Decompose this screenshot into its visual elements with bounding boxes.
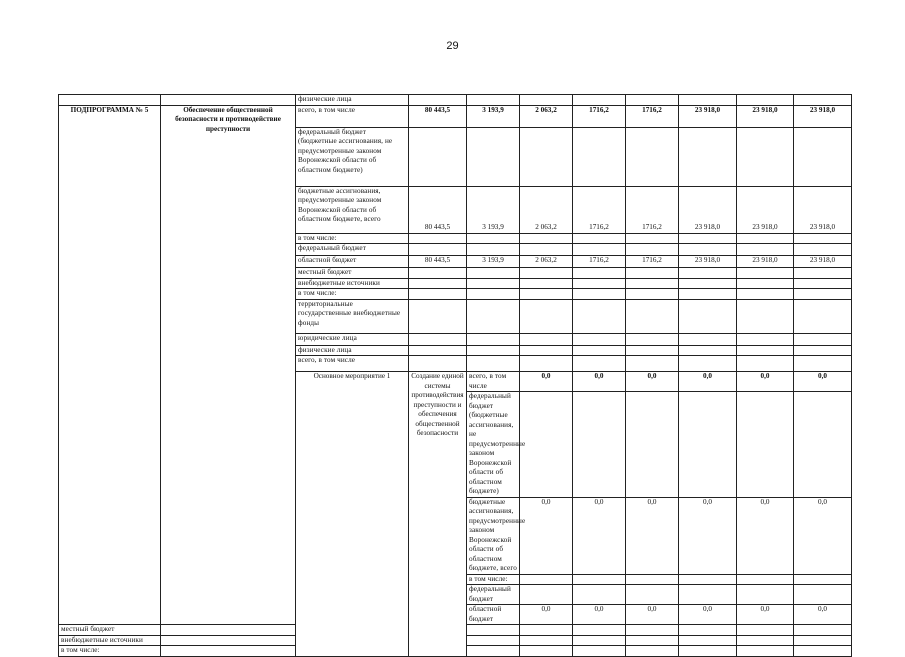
- funding-source-cell: территориальные государственные внебюджетные фонды: [296, 299, 409, 333]
- value-cell: [520, 392, 573, 498]
- value-cell: [794, 345, 852, 356]
- value-cell: [520, 635, 573, 646]
- value-cell: [467, 278, 520, 289]
- value-cell: [573, 268, 626, 279]
- value-cell: [679, 244, 737, 256]
- table-row: [59, 105, 852, 127]
- value-cell: 0,0: [626, 372, 679, 392]
- value-cell: [679, 268, 737, 279]
- funding-source-cell: в том числе:: [296, 233, 409, 244]
- value-cell: [520, 345, 573, 356]
- value-cell: [573, 356, 626, 372]
- value-cell: [679, 625, 737, 636]
- value-cell: [626, 625, 679, 636]
- value-cell: [794, 299, 852, 333]
- value-cell: [573, 278, 626, 289]
- value-cell: [626, 95, 679, 106]
- funding-source-cell: бюджетные ассигнования, предусмотренные законом Воронежской области об областном бюджете, всего: [467, 497, 520, 574]
- value-cell: [409, 127, 467, 186]
- status-cell: ПОДПРОГРАММА № 5: [59, 105, 161, 625]
- value-cell: [737, 392, 794, 498]
- value-cell: [467, 268, 520, 279]
- value-cell: [626, 289, 679, 300]
- funding-source-cell: федеральный бюджет: [296, 244, 409, 256]
- value-cell: [679, 333, 737, 345]
- value-cell: [626, 635, 679, 646]
- value-cell: [679, 646, 737, 657]
- value-cell: [737, 333, 794, 345]
- value-cell: [679, 392, 737, 498]
- value-cell: [679, 127, 737, 186]
- value-cell: [737, 268, 794, 279]
- value-cell: 23 918,0: [679, 256, 737, 268]
- value-cell: [467, 233, 520, 244]
- funding-source-cell: в том числе:: [467, 574, 520, 585]
- value-cell: [679, 635, 737, 646]
- value-cell: [409, 299, 467, 333]
- value-cell: [161, 625, 296, 636]
- value-cell: [467, 356, 520, 372]
- funding-source-cell: местный бюджет: [59, 625, 161, 636]
- value-cell: 23 918,0: [794, 256, 852, 268]
- title-cell: Создание единой системы противодействия преступности и обеспечения общественной безопасности: [409, 372, 467, 657]
- value-cell: [794, 244, 852, 256]
- value-cell: [626, 345, 679, 356]
- value-cell: 1716,2: [573, 186, 626, 233]
- value-cell: [679, 585, 737, 605]
- funding-source-cell: внебюджетные источники: [296, 278, 409, 289]
- value-cell: [794, 646, 852, 657]
- value-cell: [409, 268, 467, 279]
- value-cell: 0,0: [573, 497, 626, 574]
- value-cell: 1716,2: [573, 256, 626, 268]
- value-cell: [737, 574, 794, 585]
- value-cell: [737, 278, 794, 289]
- value-cell: 3 193,9: [467, 256, 520, 268]
- funding-source-cell: физические лица: [296, 345, 409, 356]
- value-cell: [573, 574, 626, 585]
- value-cell: 0,0: [794, 497, 852, 574]
- value-cell: [679, 356, 737, 372]
- value-cell: 3 193,9: [467, 186, 520, 233]
- value-cell: [737, 289, 794, 300]
- value-cell: [794, 585, 852, 605]
- value-cell: [626, 244, 679, 256]
- funding-source-cell: всего, в том числе: [467, 372, 520, 392]
- value-cell: [520, 333, 573, 345]
- value-cell: 1716,2: [626, 186, 679, 233]
- value-cell: [520, 299, 573, 333]
- funding-source-cell: федеральный бюджет (бюджетные ассигнования, не предусмотренные законом Воронежской области об областном бюджете): [296, 127, 409, 186]
- value-cell: 0,0: [679, 497, 737, 574]
- page-number: 29: [446, 40, 459, 52]
- value-cell: [737, 299, 794, 333]
- funding-source-cell: федеральный бюджет: [467, 585, 520, 605]
- budget-table: [58, 94, 852, 657]
- value-cell: 23 918,0: [794, 186, 852, 233]
- value-cell: [794, 278, 852, 289]
- funding-source-cell: областной бюджет: [467, 605, 520, 625]
- funding-source-cell: бюджетные ассигнования, предусмотренные законом Воронежской области об областном бюджете, всего: [296, 186, 409, 233]
- value-cell: [520, 268, 573, 279]
- value-cell: [467, 244, 520, 256]
- funding-source-cell: юридические лица: [296, 333, 409, 345]
- value-cell: 0,0: [794, 372, 852, 392]
- value-cell: 0,0: [520, 605, 573, 625]
- value-cell: [794, 356, 852, 372]
- value-cell: [794, 625, 852, 636]
- value-cell: [737, 356, 794, 372]
- funding-source-cell: областной бюджет: [296, 256, 409, 268]
- funding-source-cell: местный бюджет: [296, 268, 409, 279]
- value-cell: [573, 95, 626, 106]
- value-cell: 0,0: [626, 605, 679, 625]
- value-cell: 0,0: [737, 372, 794, 392]
- value-cell: [737, 585, 794, 605]
- value-cell: [467, 625, 520, 636]
- value-cell: [737, 635, 794, 646]
- value-cell: [573, 625, 626, 636]
- value-cell: [409, 345, 467, 356]
- value-cell: [520, 289, 573, 300]
- value-cell: [626, 268, 679, 279]
- value-cell: 23 918,0: [794, 105, 852, 127]
- funding-source-cell: всего, в том числе: [296, 356, 409, 372]
- value-cell: [573, 333, 626, 345]
- value-cell: [467, 635, 520, 646]
- value-cell: [626, 299, 679, 333]
- value-cell: 80 443,5: [409, 105, 467, 127]
- value-cell: [520, 356, 573, 372]
- value-cell: [520, 574, 573, 585]
- value-cell: [573, 392, 626, 498]
- value-cell: [626, 574, 679, 585]
- value-cell: [794, 268, 852, 279]
- value-cell: 0,0: [573, 372, 626, 392]
- value-cell: [467, 333, 520, 345]
- value-cell: [626, 646, 679, 657]
- value-cell: [737, 345, 794, 356]
- value-cell: [794, 392, 852, 498]
- value-cell: [737, 244, 794, 256]
- value-cell: [409, 233, 467, 244]
- value-cell: [573, 299, 626, 333]
- funding-source-cell: федеральный бюджет (бюджетные ассигнования, не предусмотренные законом Воронежской области об областном бюджете): [467, 392, 520, 498]
- value-cell: [520, 625, 573, 636]
- value-cell: [409, 356, 467, 372]
- value-cell: [794, 95, 852, 106]
- value-cell: [794, 127, 852, 186]
- value-cell: [794, 289, 852, 300]
- value-cell: 2 063,2: [520, 256, 573, 268]
- value-cell: 2 063,2: [520, 186, 573, 233]
- value-cell: [573, 233, 626, 244]
- value-cell: 23 918,0: [679, 186, 737, 233]
- funding-source-cell: в том числе:: [296, 289, 409, 300]
- empty-cell: [59, 95, 161, 106]
- value-cell: [409, 289, 467, 300]
- funding-source-cell: физические лица: [296, 95, 409, 106]
- value-cell: [679, 289, 737, 300]
- value-cell: [520, 233, 573, 244]
- value-cell: [626, 392, 679, 498]
- value-cell: [467, 345, 520, 356]
- value-cell: 2 063,2: [520, 105, 573, 127]
- value-cell: [467, 299, 520, 333]
- value-cell: 1716,2: [573, 105, 626, 127]
- value-cell: 80 443,5: [409, 186, 467, 233]
- value-cell: 0,0: [626, 497, 679, 574]
- value-cell: [161, 635, 296, 646]
- value-cell: [679, 299, 737, 333]
- table-row: [59, 95, 852, 106]
- value-cell: [520, 95, 573, 106]
- value-cell: [679, 233, 737, 244]
- value-cell: 0,0: [794, 605, 852, 625]
- funding-source-cell: внебюджетные источники: [59, 635, 161, 646]
- value-cell: 23 918,0: [679, 105, 737, 127]
- value-cell: [161, 646, 296, 657]
- value-cell: [573, 646, 626, 657]
- value-cell: [794, 574, 852, 585]
- value-cell: 80 443,5: [409, 256, 467, 268]
- value-cell: [737, 95, 794, 106]
- value-cell: [626, 278, 679, 289]
- value-cell: 0,0: [573, 605, 626, 625]
- value-cell: [520, 244, 573, 256]
- value-cell: [679, 95, 737, 106]
- funding-source-cell: всего, в том числе: [296, 105, 409, 127]
- value-cell: 0,0: [737, 497, 794, 574]
- value-cell: [794, 635, 852, 646]
- empty-cell: [161, 95, 296, 106]
- value-cell: [409, 333, 467, 345]
- value-cell: [573, 345, 626, 356]
- value-cell: [679, 345, 737, 356]
- value-cell: 0,0: [737, 605, 794, 625]
- value-cell: [520, 127, 573, 186]
- value-cell: [626, 356, 679, 372]
- value-cell: [467, 646, 520, 657]
- title-cell: Обеспечение общественной безопасности и противодействие преступности: [161, 105, 296, 625]
- value-cell: 0,0: [679, 372, 737, 392]
- value-cell: [520, 278, 573, 289]
- value-cell: [679, 574, 737, 585]
- value-cell: [626, 585, 679, 605]
- value-cell: [467, 95, 520, 106]
- value-cell: 3 193,9: [467, 105, 520, 127]
- value-cell: [626, 333, 679, 345]
- value-cell: 0,0: [679, 605, 737, 625]
- value-cell: [573, 289, 626, 300]
- value-cell: 23 918,0: [737, 186, 794, 233]
- value-cell: [467, 127, 520, 186]
- value-cell: [737, 625, 794, 636]
- value-cell: [409, 278, 467, 289]
- value-cell: [737, 127, 794, 186]
- value-cell: [737, 646, 794, 657]
- value-cell: [794, 233, 852, 244]
- value-cell: [573, 585, 626, 605]
- value-cell: 0,0: [520, 497, 573, 574]
- status-cell: Основное мероприятие 1: [296, 372, 409, 657]
- value-cell: [467, 289, 520, 300]
- value-cell: [626, 233, 679, 244]
- value-cell: [679, 278, 737, 289]
- value-cell: [409, 95, 467, 106]
- value-cell: [626, 127, 679, 186]
- value-cell: 0,0: [520, 372, 573, 392]
- value-cell: [573, 127, 626, 186]
- value-cell: [573, 635, 626, 646]
- value-cell: [794, 333, 852, 345]
- value-cell: [573, 244, 626, 256]
- funding-source-cell: в том числе:: [59, 646, 161, 657]
- value-cell: [737, 233, 794, 244]
- value-cell: 23 918,0: [737, 105, 794, 127]
- value-cell: 1716,2: [626, 105, 679, 127]
- value-cell: 1716,2: [626, 256, 679, 268]
- value-cell: [409, 244, 467, 256]
- value-cell: [520, 585, 573, 605]
- value-cell: 23 918,0: [737, 256, 794, 268]
- value-cell: [520, 646, 573, 657]
